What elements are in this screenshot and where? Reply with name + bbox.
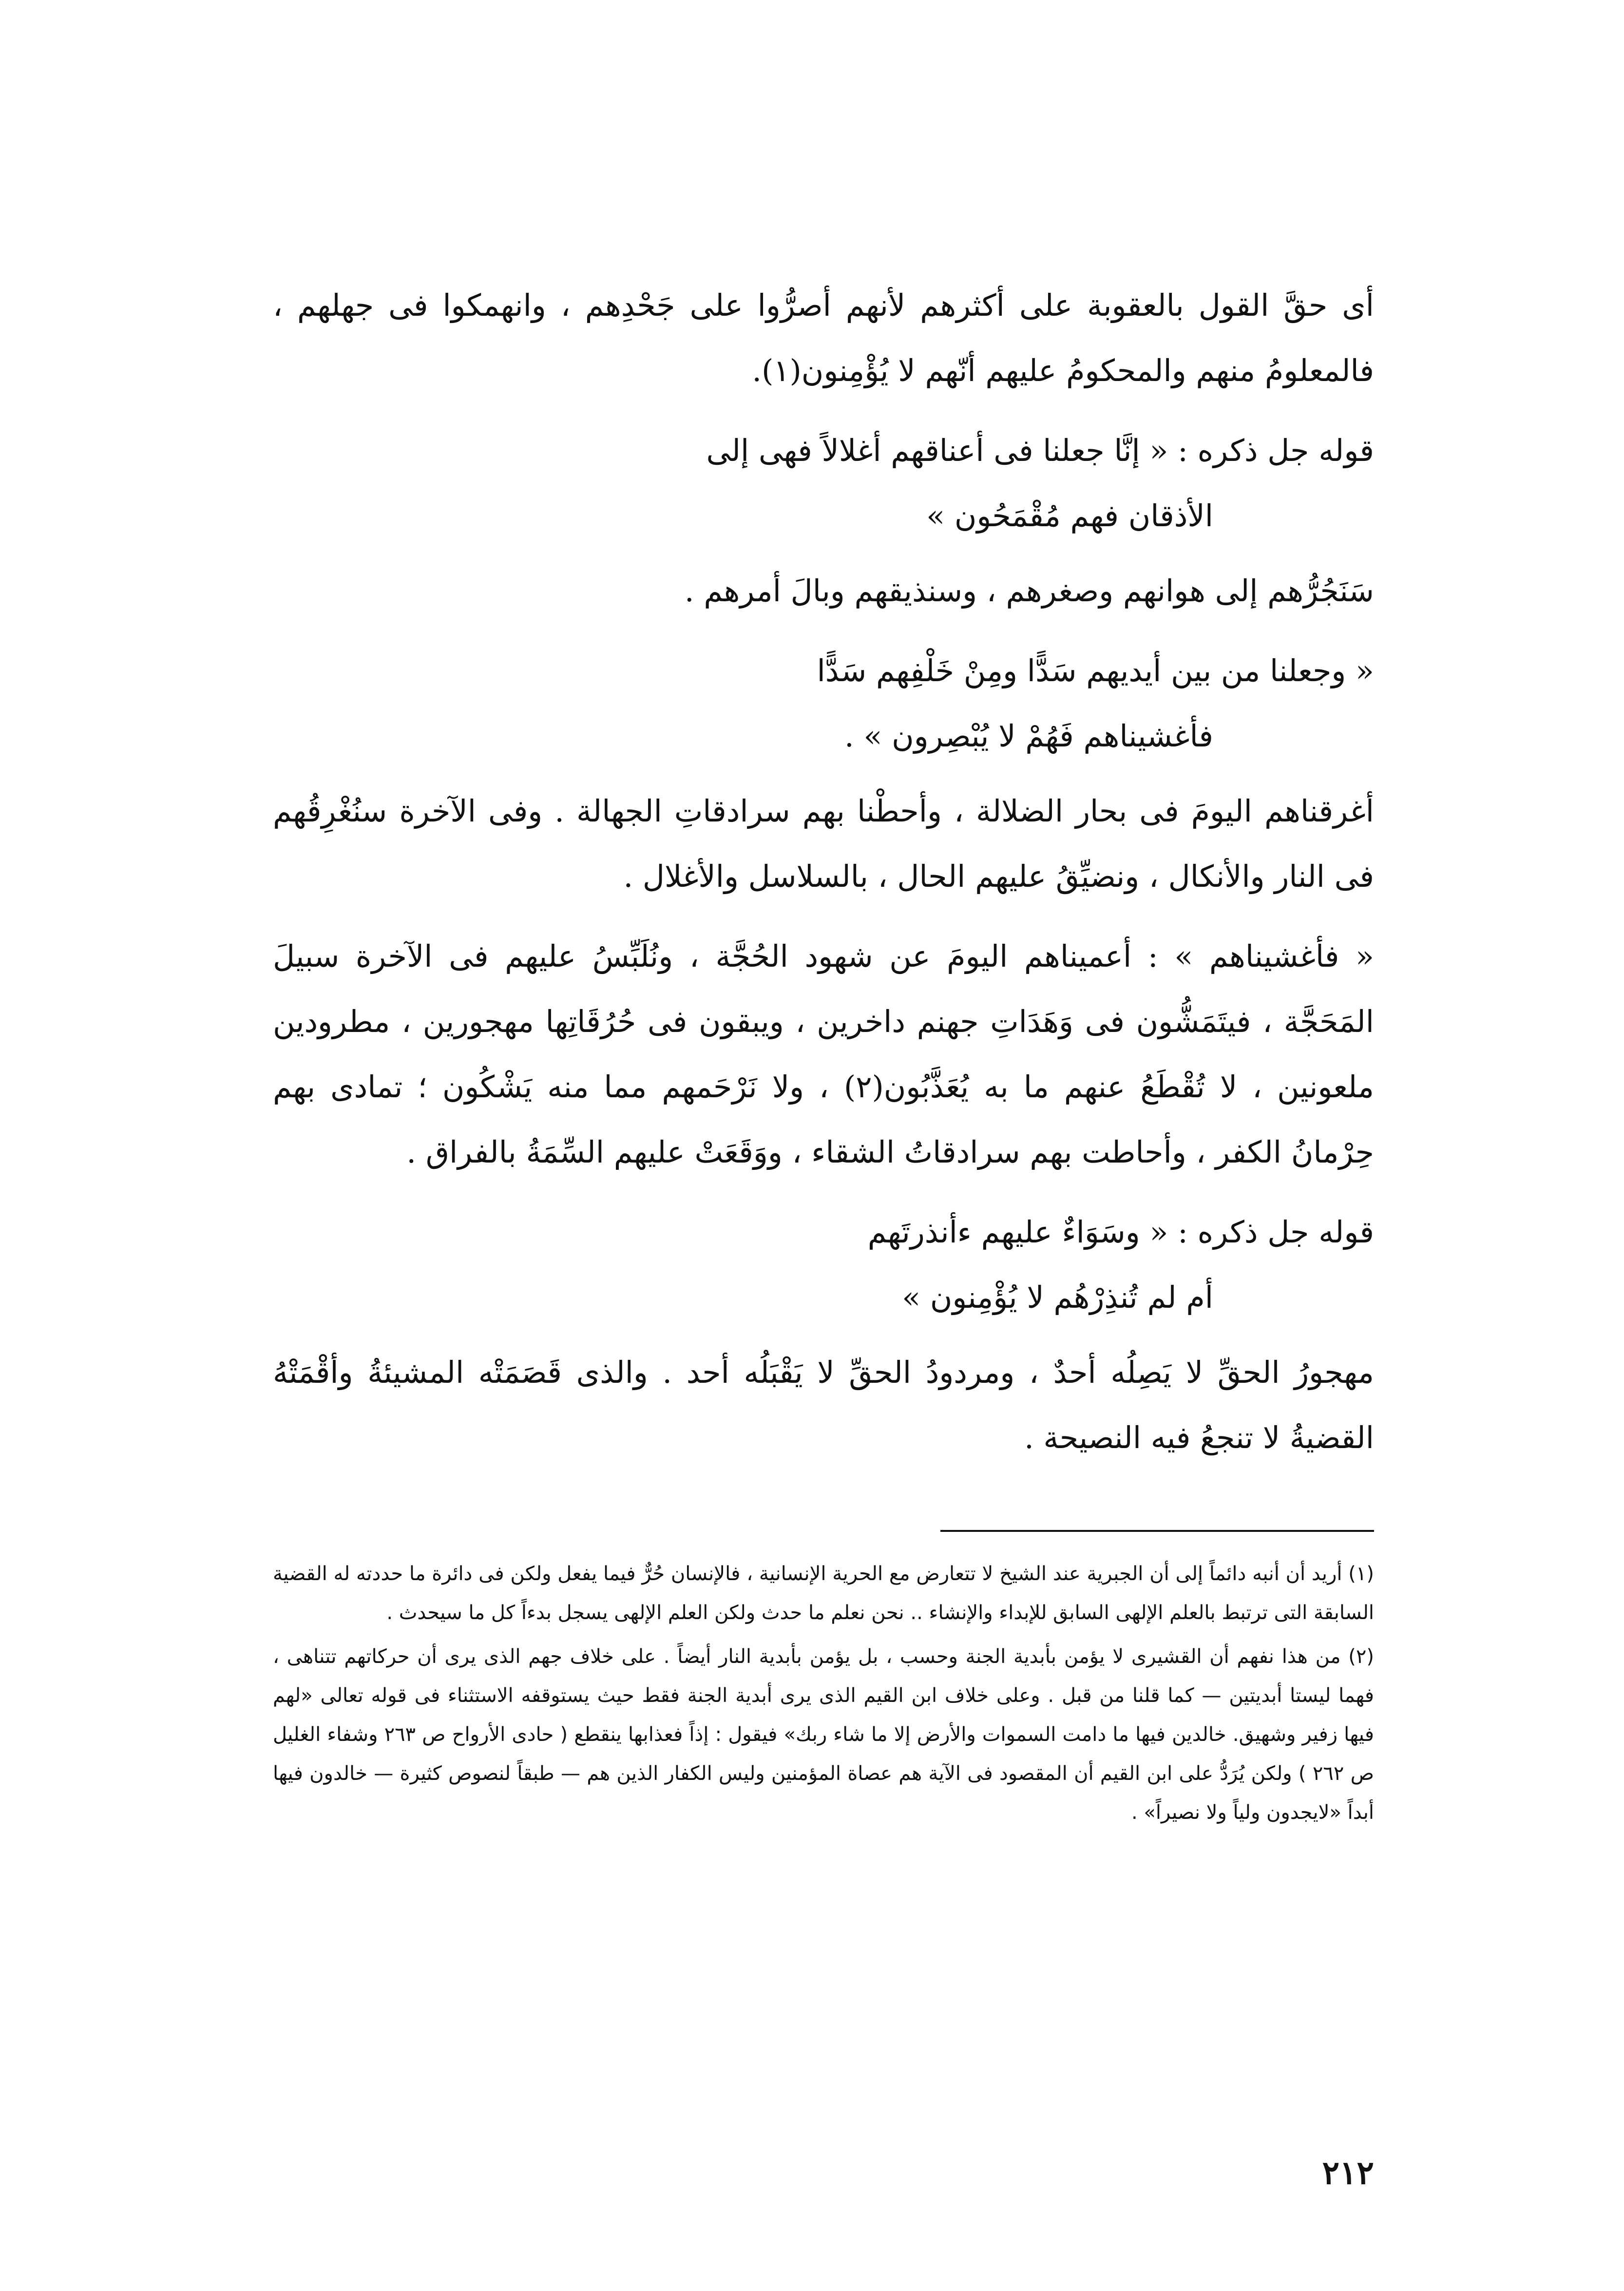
quran-quote-3: [273, 1200, 1374, 1330]
paragraph-4: « فأغشيناهم » : أعميناهم اليومَ عن شهود الحُجَّة ، ونُلَبِّسُ عليهم فى الآخرة سبيلَ المَحَجَّة ، فيتَمَشُّون فى وَهَدَاتِ جهنم داخرين ، ويبقون فى حُرُقَاتِها مهجورين ، مطرودين ملعونين ، لا تُقْطَعُ عنهم ما به يُعَذَّبُون(٢) ، ولا نَرْحَمهم مما منه يَشْكُون ؛ تمادى بهم حِرْمانُ الكفر ، وأحاطت بهم سرادقاتُ الشقاء ، ووَقَعَتْ عليهم السِّمَةُ بالفراق .: [273, 938, 1374, 1170]
paragraph-3: أغرقناهم اليومَ فى بحار الضلالة ، وأحطْنا بهم سرادقاتِ الجهالة . وفى الآخرة سنُغْرِقُهم فى النار والأنكال ، ونضيِّقُ عليهم الحال ، بالسلاسل والأغلال .: [273, 793, 1374, 894]
paragraph-2: سَنَجُرُّهم إلى هوانهم وصغرهم ، وسنذيقهم وبالَ أمرهم .: [684, 573, 1374, 609]
quran-quote-2: [273, 638, 1374, 769]
quote-line: الأذقان فهم مُقْمَحُون »: [926, 498, 1213, 534]
paragraph-1: أى حقَّ القول بالعقوبة على أكثرهم لأنهم أصرُّوا على جَحْدِهم ، وانهمكوا فى جهلهم ، فالمعلومُ منهم والمحكومُ عليهم أنّهم لا يُؤْمِنون(١).: [273, 287, 1374, 388]
quote-line: أم لم تُنذِرْهُم لا يُؤْمِنون »: [902, 1279, 1213, 1315]
main-text: [273, 273, 1374, 1485]
footnotes: [273, 1554, 1374, 1837]
footnote-1: (١) أريد أن أنبه دائماً إلى أن الجبرية عند الشيخ لا تتعارض مع الحرية الإنسانية ، فالإنسان حُرٌّ فيما يفعل ولكن فى دائرة ما حددته له القضية السابقة التى ترتبط بالعلم الإلهى السابق للإبداء والإنشاء .. نحن نعلم ما حدث ولكن العلم الإلهى يسجل بدءاً كل ما سيحدث .: [273, 1563, 1374, 1624]
paragraph-5: مهجورُ الحقِّ لا يَصِلُه أحدٌ ، ومردودُ الحقِّ لا يَقْبَلُه أحد . والذى قَصَمَتْه المشيئةُ وأقْمَتْهُ القضيةُ لا تنجعُ فيه النصيحة .: [273, 1355, 1374, 1455]
quran-quote-1: [273, 418, 1374, 549]
quote-line: قوله جل ذكره : « إنَّا جعلنا فى أعناقهم أغلالاً فهى إلى: [706, 433, 1374, 468]
quote-line: « وجعلنا من بين أيديهم سَدًّا ومِنْ خَلْفِهم سَدًّا: [817, 653, 1374, 688]
footnote-divider: [940, 1530, 1374, 1532]
quote-line: فأغشيناهم فَهُمْ لا يُبْصِرون » .: [844, 718, 1213, 754]
quote-line: قوله جل ذكره : « وسَوَاءٌ عليهم ءأنذرتَهم: [867, 1214, 1374, 1250]
footnote-2: (٢) من هذا نفهم أن القشيرى لا يؤمن بأبدية الجنة وحسب ، بل يؤمن بأبدية النار أيضاً . على خلاف جهم الذى يرى أن حركاتهم تتناهى ، فهما ليستا أبديتين — كما قلنا من قبل . وعلى خلاف ابن القيم الذى يرى أبدية الجنة فقط حيث يستوقفه الاستثناء فى قوله تعالى «لهم فيها زفير وشهيق. خالدين فيها ما دامت السموات والأرض إلا ما شاء ربك» فيقول : إذاً فعذابها ينقطع ( حادى الأرواح ص ٢٦٣ وشفاء الغليل ص ٢٦٢ ) ولكن يُرَدُّ على ابن القيم أن المقصود فى الآية هم عصاة المؤمنين وليس الكفار الذين هم — طبقاً لنصوص كثيرة — خالدون فيها أبداً «لايجدون ولياً ولا نصيراً» .: [273, 1645, 1375, 1824]
page-number: ٢١٢: [1322, 2154, 1374, 2192]
